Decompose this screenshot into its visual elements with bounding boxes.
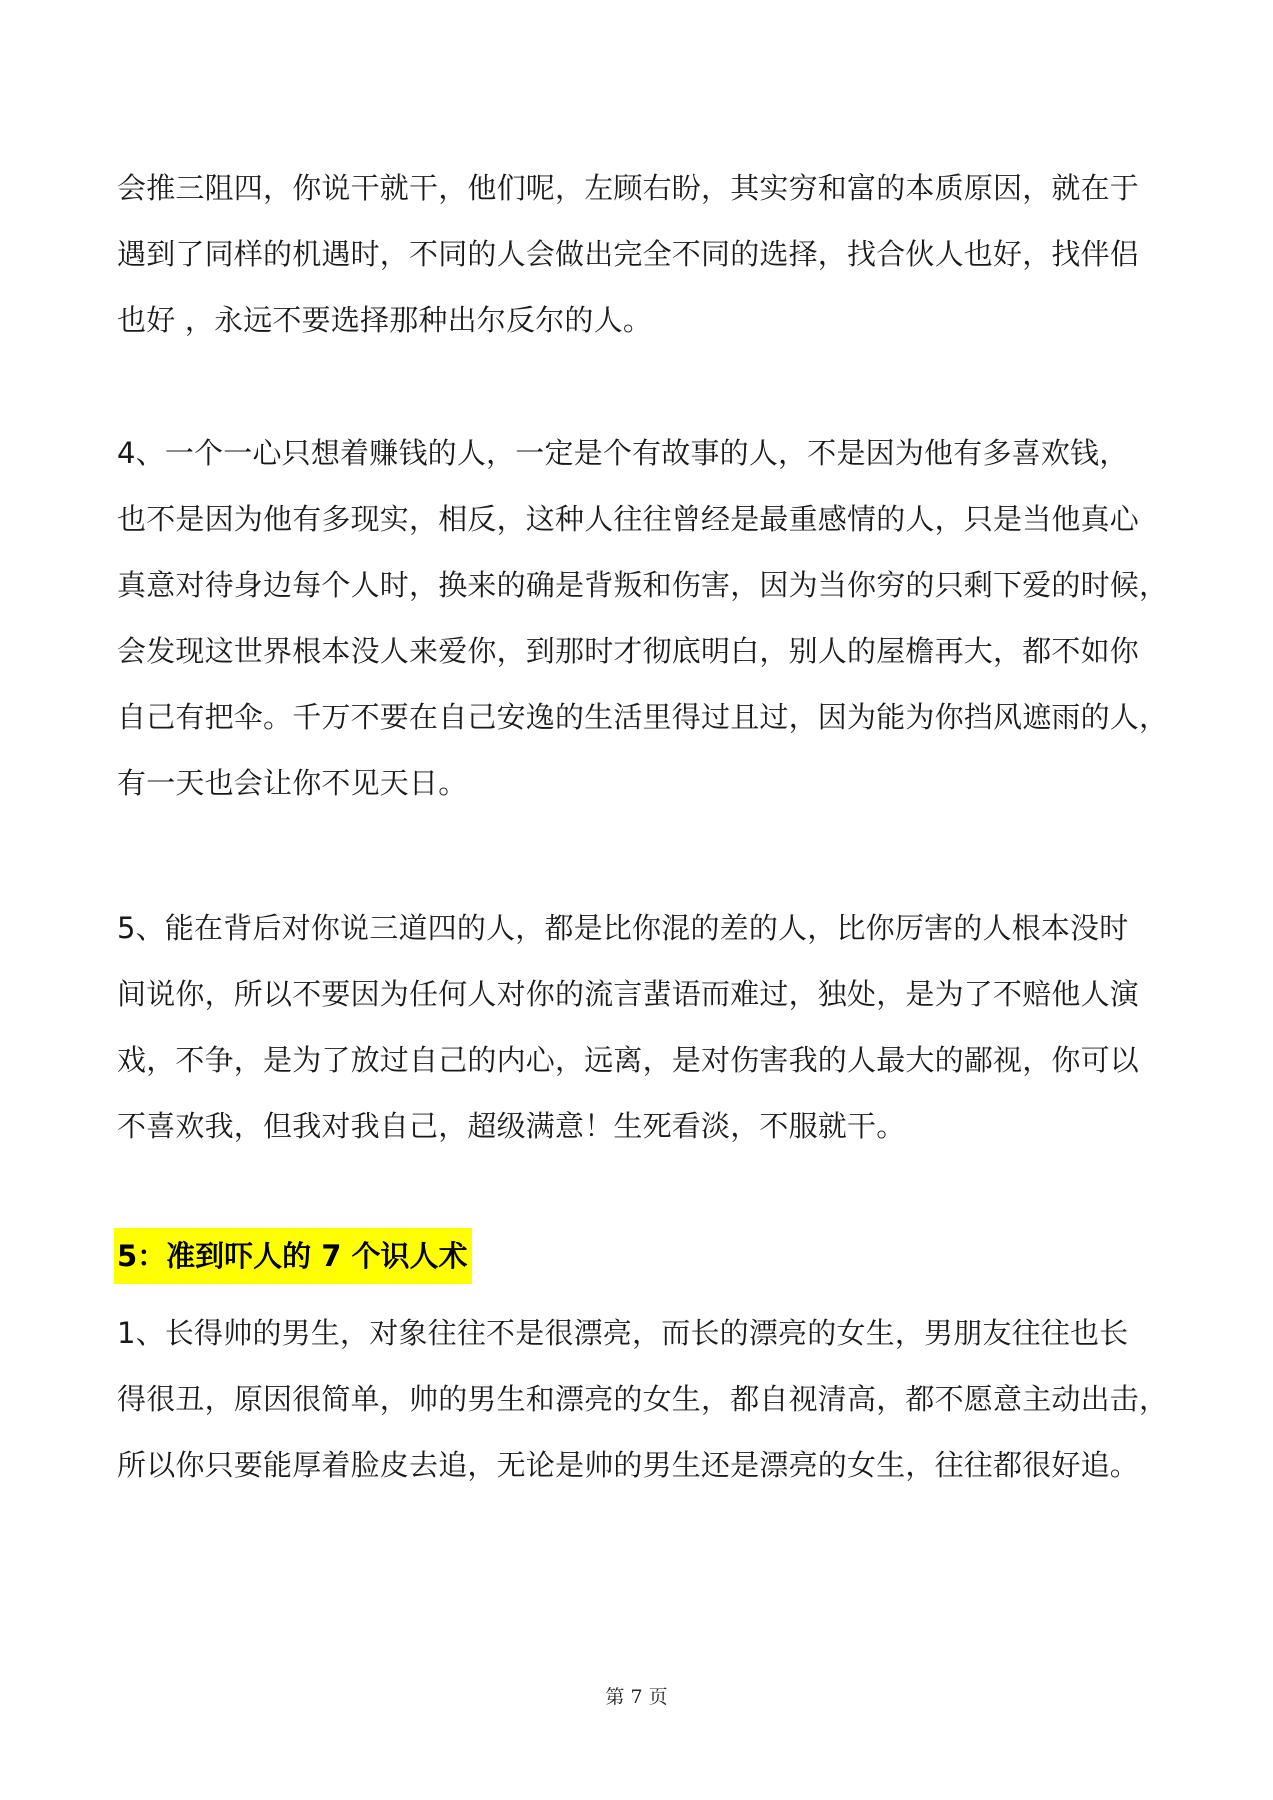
text-line: 自己有把伞。千万不要在自己安逸的生活里得过且过，因为能为你挡风遮雨的人， — [117, 700, 1169, 734]
text-line: 遇到了同样的机遇时，不同的人会做出完全不同的选择，找合伙人也好，找伴侣 — [117, 237, 1140, 271]
paragraph-intro-continuation — [117, 155, 1162, 353]
text-line: 1、长得帅的男生，对象往往不是很漂亮，而长的漂亮的女生，男朋友往往也长 — [117, 1316, 1129, 1350]
text-line: 得很丑，原因很简单，帅的男生和漂亮的女生，都自视清高，都不愿意主动出击， — [117, 1382, 1169, 1416]
text-line: 也不是因为他有多现实，相反，这种人往往曾经是最重感情的人，只是当他真心 — [117, 502, 1140, 536]
text-line: 有一天也会让你不见天日。 — [117, 766, 468, 800]
text-line: 会发现这世界根本没人来爱你，到那时才彻底明白，别人的屋檐再大，都不如你 — [117, 634, 1140, 668]
text-line: 也好 ，永远不要选择那种出尔反尔的人。 — [117, 303, 653, 337]
page-number: 第 7 页 — [605, 1686, 668, 1708]
text-line: 真意对待身边每个人时，换来的确是背叛和伤害，因为当你穷的只剩下爱的时候， — [117, 568, 1169, 602]
text-line: 会推三阻四，你说干就干，他们呢，左顾右盼，其实穷和富的本质原因，就在于 — [117, 171, 1140, 205]
text-line: 不喜欢我，但我对我自己，超级满意！生死看淡，不服就干。 — [117, 1109, 906, 1143]
section-heading-wrapper — [114, 1228, 472, 1284]
paragraph-section-item-1 — [117, 1300, 1169, 1498]
text-line: 间说你，所以不要因为任何人对你的流言蜚语而难过，独处，是为了不赔他人演 — [117, 977, 1140, 1011]
paragraph-item-4 — [117, 420, 1169, 816]
text-line: 4、一个一心只想着赚钱的人，一定是个有故事的人，不是因为他有多喜欢钱， — [117, 436, 1129, 470]
section-heading: 5：准到吓人的 7 个识人术 — [114, 1228, 472, 1284]
paragraph-item-5 — [117, 895, 1162, 1159]
text-line: 戏，不争，是为了放过自己的内心，远离，是对伤害我的人最大的鄙视，你可以 — [117, 1043, 1140, 1077]
text-line: 5、能在背后对你说三道四的人，都是比你混的差的人，比你厉害的人根本没时 — [117, 911, 1129, 945]
text-line: 所以你只要能厚着脸皮去追，无论是帅的男生还是漂亮的女生，往往都很好追。 — [117, 1448, 1140, 1482]
